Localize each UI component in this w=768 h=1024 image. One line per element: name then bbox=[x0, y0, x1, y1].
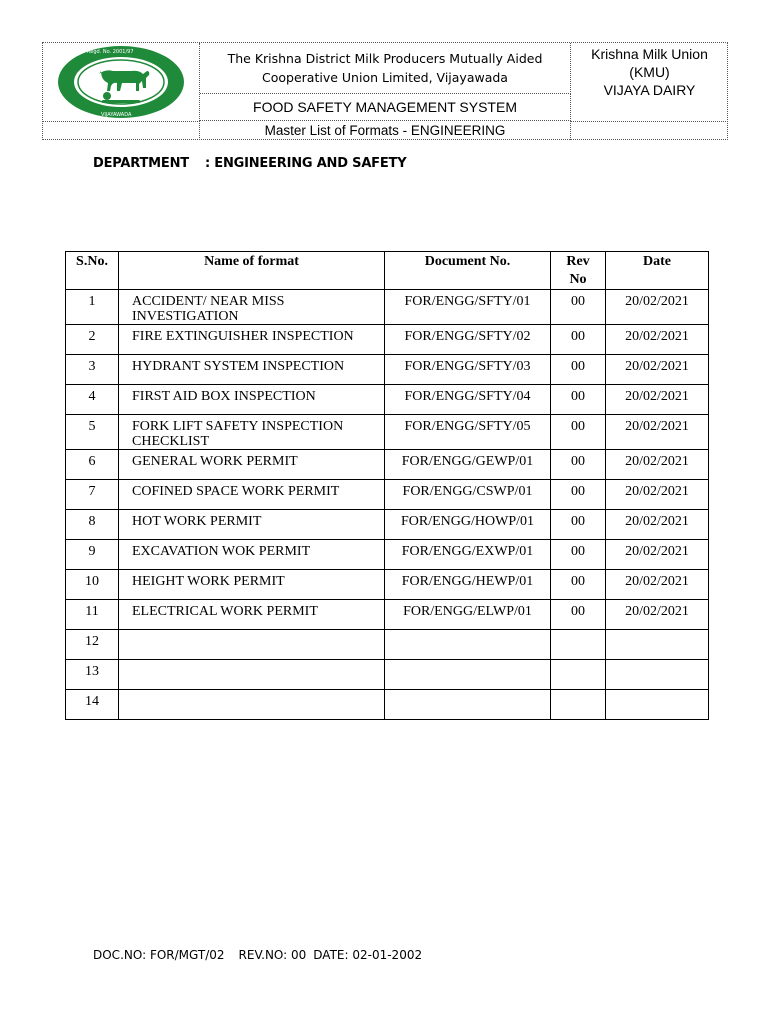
table-row bbox=[66, 660, 709, 690]
cell-rev: 00 bbox=[551, 450, 606, 480]
cell-date: 20/02/2021 bbox=[606, 355, 709, 385]
right-under-cell bbox=[571, 121, 728, 140]
cell-doc: FOR/ENGG/SFTY/02 bbox=[385, 325, 551, 355]
department-value: : ENGINEERING AND SAFETY bbox=[204, 156, 407, 171]
kmu-logo bbox=[55, 44, 187, 120]
cell-name: HEIGHT WORK PERMIT bbox=[119, 570, 385, 600]
cell-name: HYDRANT SYSTEM INSPECTION bbox=[119, 355, 385, 385]
table-row bbox=[66, 355, 709, 385]
svg-text:Regd. No. 2001/97: Regd. No. 2001/97 bbox=[87, 49, 134, 55]
cell-date: 20/02/2021 bbox=[606, 570, 709, 600]
cell-sno: 12 bbox=[66, 630, 119, 660]
cell-date: 20/02/2021 bbox=[606, 540, 709, 570]
cell-date: 20/02/2021 bbox=[606, 600, 709, 630]
kmu-line3: VIJAYA DAIRY bbox=[603, 82, 696, 98]
header-rev-line1: Rev bbox=[566, 254, 590, 269]
cell-name: GENERAL WORK PERMIT bbox=[119, 450, 385, 480]
cell-rev: 00 bbox=[551, 600, 606, 630]
cell-rev: 00 bbox=[551, 415, 606, 450]
cell-date: 20/02/2021 bbox=[606, 480, 709, 510]
cell-name bbox=[119, 660, 385, 690]
cell-name: EXCAVATION WOK PERMIT bbox=[119, 540, 385, 570]
header-rev bbox=[551, 252, 606, 290]
document-header bbox=[42, 42, 728, 140]
cell-doc: FOR/ENGG/SFTY/03 bbox=[385, 355, 551, 385]
cell-date bbox=[606, 690, 709, 720]
cell-name: ACCIDENT/ NEAR MISS INVESTIGATION bbox=[119, 290, 385, 325]
table-row bbox=[66, 630, 709, 660]
cell-date: 20/02/2021 bbox=[606, 290, 709, 325]
kmu-line1: Krishna Milk Union bbox=[591, 46, 708, 62]
table-row bbox=[66, 570, 709, 600]
cell-doc: FOR/ENGG/HOWP/01 bbox=[385, 510, 551, 540]
cell-sno: 4 bbox=[66, 385, 119, 415]
cell-name: FIRST AID BOX INSPECTION bbox=[119, 385, 385, 415]
table-row bbox=[66, 540, 709, 570]
table-row bbox=[66, 290, 709, 325]
cell-name bbox=[119, 690, 385, 720]
cell-name bbox=[119, 630, 385, 660]
cell-date: 20/02/2021 bbox=[606, 510, 709, 540]
department-line bbox=[93, 156, 406, 171]
table-row bbox=[66, 450, 709, 480]
cell-sno: 3 bbox=[66, 355, 119, 385]
kmu-line2: (KMU) bbox=[629, 64, 670, 80]
cell-date: 20/02/2021 bbox=[606, 385, 709, 415]
cell-name: ELECTRICAL WORK PERMIT bbox=[119, 600, 385, 630]
cell-doc: FOR/ENGG/HEWP/01 bbox=[385, 570, 551, 600]
cell-sno: 6 bbox=[66, 450, 119, 480]
cell-doc: FOR/ENGG/SFTY/05 bbox=[385, 415, 551, 450]
cell-date: 20/02/2021 bbox=[606, 325, 709, 355]
table-row bbox=[66, 385, 709, 415]
department-label: DEPARTMENT bbox=[93, 156, 189, 171]
cell-doc: FOR/ENGG/CSWP/01 bbox=[385, 480, 551, 510]
cell-rev bbox=[551, 660, 606, 690]
table-row bbox=[66, 600, 709, 630]
cell-rev: 00 bbox=[551, 385, 606, 415]
org-name-cell bbox=[200, 43, 571, 94]
header-sno: S.No. bbox=[66, 252, 119, 290]
header-doc: Document No. bbox=[385, 252, 551, 290]
logo-under-cell bbox=[43, 121, 200, 140]
svg-text:VIJAYAWADA: VIJAYAWADA bbox=[101, 112, 132, 118]
cell-name: FIRE EXTINGUISHER INSPECTION bbox=[119, 325, 385, 355]
table-row bbox=[66, 480, 709, 510]
cell-doc: FOR/ENGG/EXWP/01 bbox=[385, 540, 551, 570]
header-name: Name of format bbox=[119, 252, 385, 290]
system-title: FOOD SAFETY MANAGEMENT SYSTEM bbox=[200, 94, 571, 121]
cell-sno: 14 bbox=[66, 690, 119, 720]
cell-date: 20/02/2021 bbox=[606, 450, 709, 480]
footer-date: DATE: 02-01-2002 bbox=[313, 948, 423, 962]
cell-doc bbox=[385, 660, 551, 690]
cell-name: COFINED SPACE WORK PERMIT bbox=[119, 480, 385, 510]
header-date: Date bbox=[606, 252, 709, 290]
cell-sno: 9 bbox=[66, 540, 119, 570]
cell-sno: 10 bbox=[66, 570, 119, 600]
cell-rev: 00 bbox=[551, 325, 606, 355]
cell-rev: 00 bbox=[551, 355, 606, 385]
cell-doc bbox=[385, 690, 551, 720]
cell-rev bbox=[551, 630, 606, 660]
cell-sno: 8 bbox=[66, 510, 119, 540]
table-row bbox=[66, 690, 709, 720]
table-row bbox=[66, 325, 709, 355]
table-row bbox=[66, 415, 709, 450]
master-list-title: Master List of Formats - ENGINEERING bbox=[200, 121, 571, 140]
org-name-line2: Cooperative Union Limited, Vijayawada bbox=[262, 70, 508, 85]
footer-doc-no: DOC.NO: FOR/MGT/02 bbox=[93, 948, 225, 962]
cell-doc bbox=[385, 630, 551, 660]
cell-rev: 00 bbox=[551, 540, 606, 570]
org-name-line1: The Krishna District Milk Producers Mutually Aided bbox=[227, 51, 543, 66]
cell-name: HOT WORK PERMIT bbox=[119, 510, 385, 540]
logo-cell bbox=[43, 43, 200, 121]
cell-sno: 5 bbox=[66, 415, 119, 450]
cell-sno: 1 bbox=[66, 290, 119, 325]
table-header-row bbox=[66, 252, 709, 290]
cell-rev: 00 bbox=[551, 570, 606, 600]
cell-rev: 00 bbox=[551, 480, 606, 510]
cell-sno: 7 bbox=[66, 480, 119, 510]
table-row bbox=[66, 510, 709, 540]
document-footer bbox=[93, 948, 436, 962]
cell-rev: 00 bbox=[551, 290, 606, 325]
cell-doc: FOR/ENGG/ELWP/01 bbox=[385, 600, 551, 630]
cell-rev bbox=[551, 690, 606, 720]
cell-sno: 13 bbox=[66, 660, 119, 690]
cell-doc: FOR/ENGG/SFTY/04 bbox=[385, 385, 551, 415]
footer-rev-no: REV.NO: 00 bbox=[238, 948, 307, 962]
cell-rev: 00 bbox=[551, 510, 606, 540]
header-rev-line2: No bbox=[569, 272, 587, 287]
cell-date: 20/02/2021 bbox=[606, 415, 709, 450]
formats-table bbox=[65, 251, 709, 720]
kmu-cell bbox=[571, 43, 728, 121]
cell-name: FORK LIFT SAFETY INSPECTION CHECKLIST bbox=[119, 415, 385, 450]
cell-sno: 2 bbox=[66, 325, 119, 355]
cell-date bbox=[606, 660, 709, 690]
cell-date bbox=[606, 630, 709, 660]
cell-sno: 11 bbox=[66, 600, 119, 630]
cell-doc: FOR/ENGG/SFTY/01 bbox=[385, 290, 551, 325]
cell-doc: FOR/ENGG/GEWP/01 bbox=[385, 450, 551, 480]
